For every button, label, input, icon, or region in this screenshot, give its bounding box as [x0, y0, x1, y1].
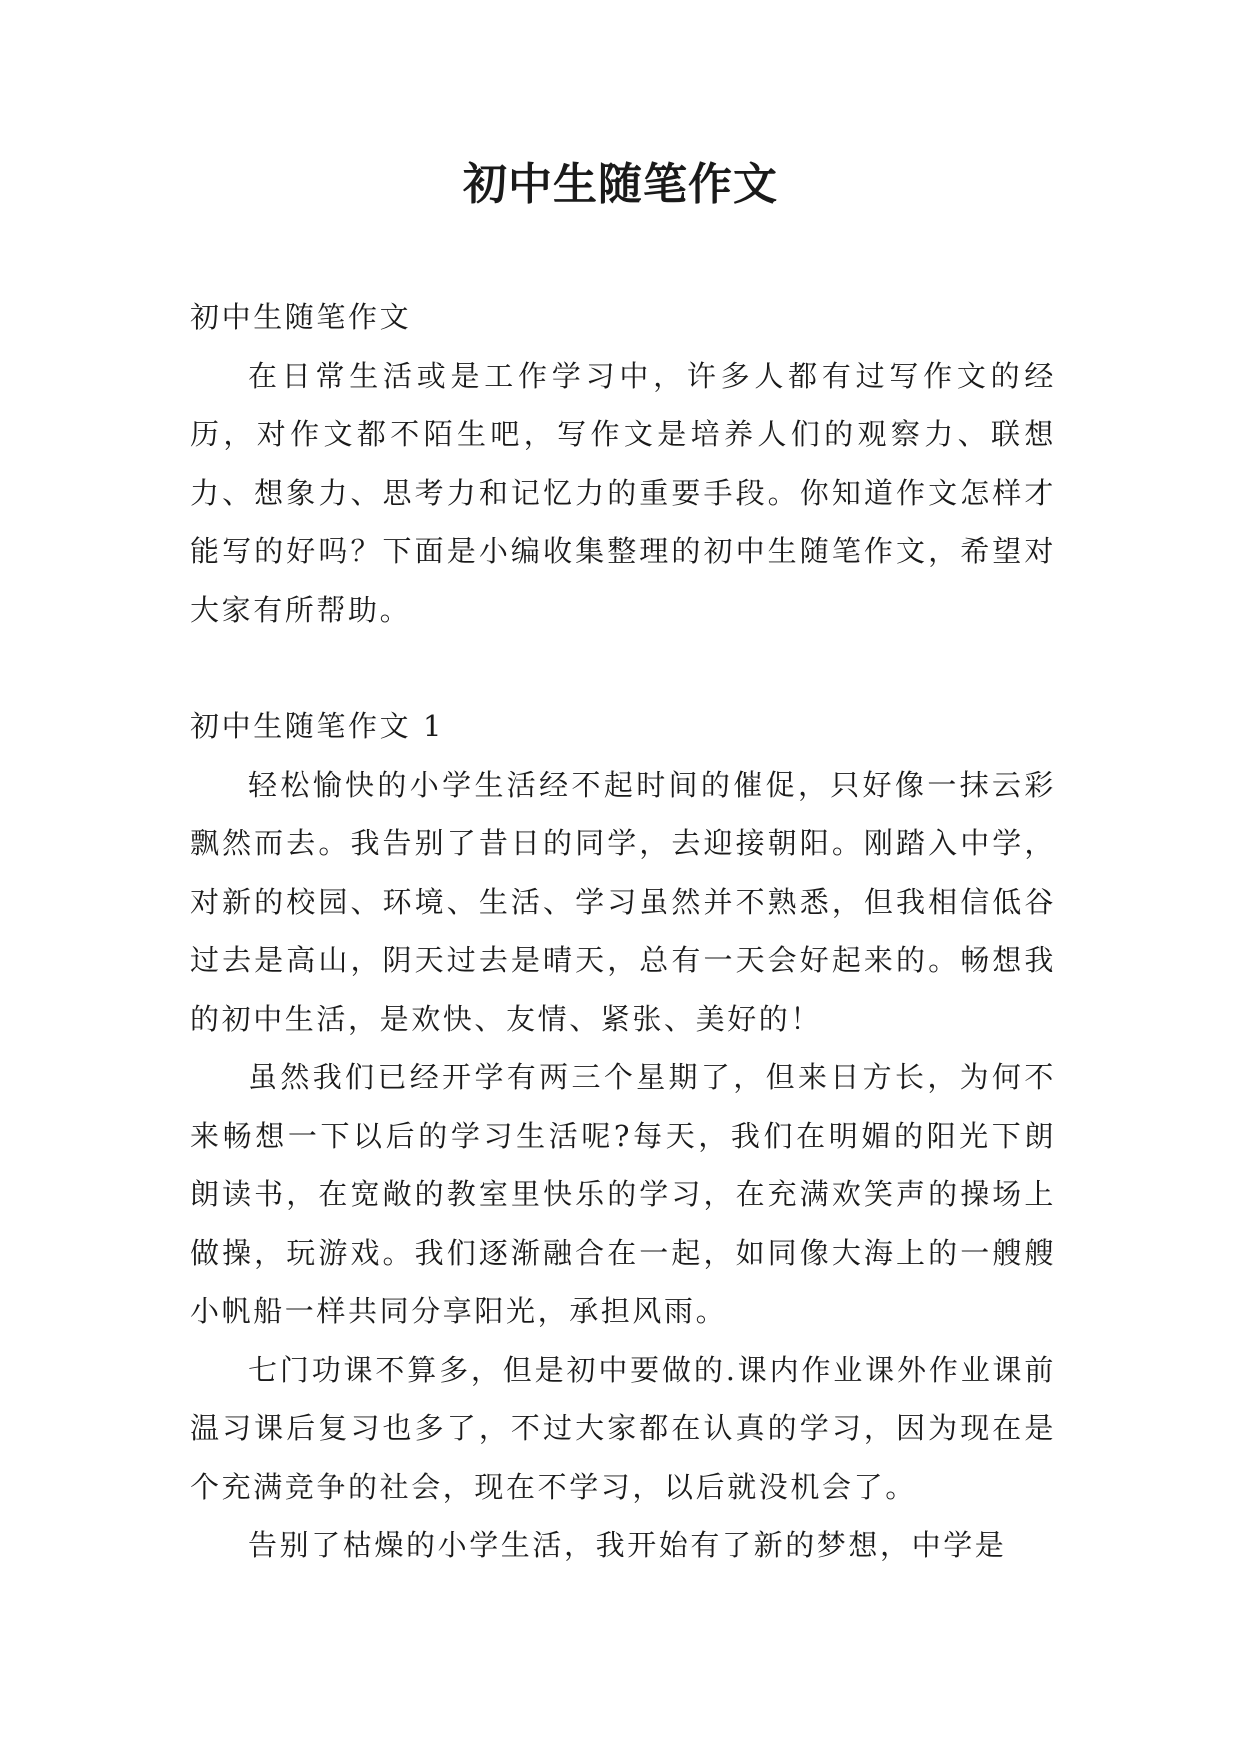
document-subtitle: 初中生随笔作文	[190, 300, 412, 334]
document-title: 初中生随笔作文	[463, 159, 778, 210]
body-paragraph: 轻松愉快的小学生活经不起时间的催促，只好像一抹云彩飘然而去。我告别了昔日的同学，去迎接朝阳。刚踏入中学，对新的校园、环境、生活、学习虽然并不熟悉，但我相信低谷过去是高山，阴天过去是晴天，总有一天会好起来的。畅想我的初中生活，是欢快、友情、紧张、美好的！	[190, 767, 1056, 1036]
document-body	[190, 288, 1056, 1575]
body-paragraph: 虽然我们已经开学有两三个星期了，但来日方长，为何不来畅想一下以后的学习生活呢?每天，我们在明媚的阳光下朗朗读书，在宽敞的教室里快乐的学习，在充满欢笑声的操场上做操，玩游戏。我们逐渐融合在一起，如同像大海上的一艘艘小帆船一样共同分享阳光，承担风雨。	[190, 1060, 1056, 1328]
body-paragraph: 七门功课不算多，但是初中要做的.课内作业课外作业课前温习课后复习也多了，不过大家都在认真的学习，因为现在是个充满竞争的社会，现在不学习，以后就没机会了。	[190, 1352, 1056, 1504]
body-paragraph: 告别了枯燥的小学生活，我开始有了新的梦想，中学是	[248, 1528, 1007, 1562]
intro-paragraph: 在日常生活或是工作学习中，许多人都有过写作文的经历，对作文都不陌生吧，写作文是培养人们的观察力、联想力、想象力、思考力和记忆力的重要手段。你知道作文怎样才能写的好吗？下面是小编收集整理的初中生随笔作文，希望对大家有所帮助。	[190, 358, 1056, 627]
section-spacer	[190, 639, 1056, 697]
section-heading: 初中生随笔作文 1	[190, 709, 445, 743]
